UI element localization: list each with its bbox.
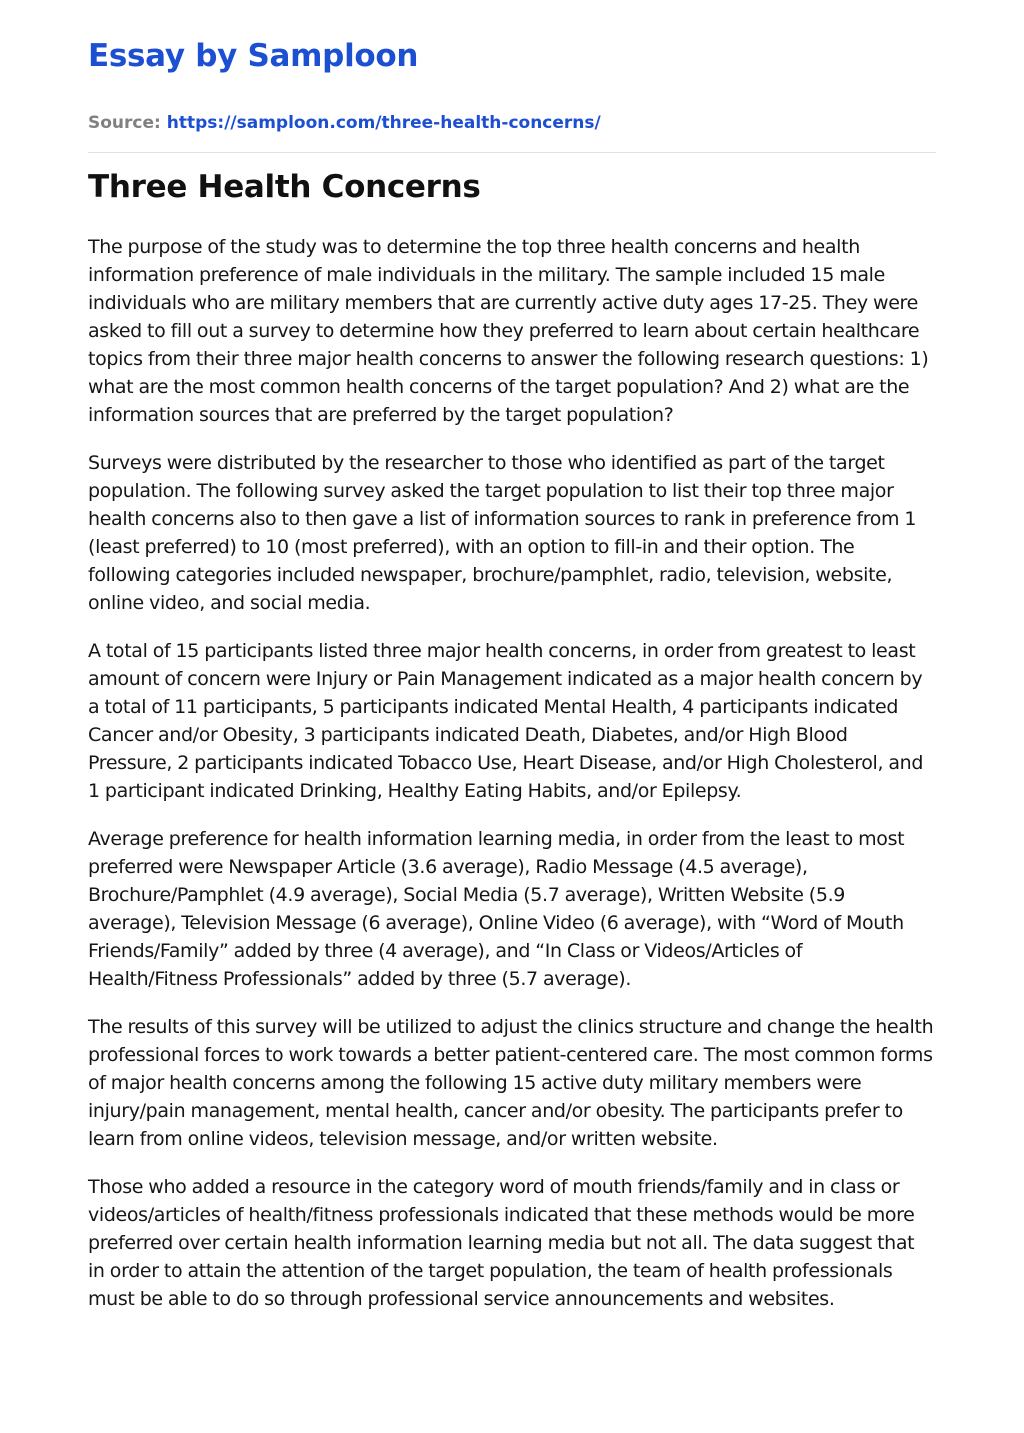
- paragraph-3: A total of 15 participants listed three major health concerns, in order from greatest to least amount of concern were Injury or Pain Management indicated as a major health concern by a total of 11 participants, 5 participants indicated Mental Health, 4 participants indicated Cancer and/or Obesity, 3 participants indicated Death, Diabetes, and/or High Blood Pressure, 2 participants indicated Tobacco Use, Heart Disease, and/or High Cholesterol, and 1 participant indicated Drinking, Healthy Eating Habits, and/or Epilepsy.: [88, 640, 924, 802]
- article-body: [88, 233, 936, 1313]
- paragraph-2: Surveys were distributed by the researcher to those who identified as part of the target population. The following survey asked the target population to list their top three major health concerns also to then gave a list of information sources to rank in preference from 1 (least preferred) to 10 (most preferred), with an option to fill-in and their option. The following categories included newspaper, brochure/pamphlet, radio, television, website, online video, and social media.: [88, 452, 917, 614]
- header-divider: [88, 152, 936, 153]
- brand-title: Essay by Samploon: [88, 38, 419, 74]
- paragraph-4: Average preference for health information learning media, in order from the least to most preferred were Newspaper Article (3.6 average), Radio Message (4.5 average), Brochure/Pamphlet (4.9 average), Social Media (5.7 average), Written Website (5.9 average), Television Message (6 average), Online Video (6 average), with “Word of Mouth Friends/Family” added by three (4 average), and “In Class or Videos/Articles of Health/Fitness Professionals” added by three (5.7 average).: [88, 828, 905, 990]
- paragraph-5: The results of this survey will be utilized to adjust the clinics structure and change the health professional forces to work towards a better patient-centered care. The most common forms of major health concerns among the following 15 active duty military members were injury/pain management, mental health, cancer and/or obesity. The participants prefer to learn from online videos, television message, and/or written website.: [88, 1016, 934, 1150]
- article-title: Three Health Concerns: [88, 169, 481, 205]
- paragraph-6: Those who added a resource in the category word of mouth friends/family and in class or videos/articles of health/fitness professionals indicated that these methods would be more preferred over certain health information learning media but not all. The data suggest that in order to attain the attention of the target population, the team of health professionals must be able to do so through professional service announcements and websites.: [88, 1176, 915, 1310]
- source-line: [88, 112, 936, 134]
- paragraph-1: The purpose of the study was to determine the top three health concerns and health information preference of male individuals in the military. The sample included 15 male individuals who are military members that are currently active duty ages 17-25. They were asked to fill out a survey to determine how they preferred to learn about certain healthcare topics from their three major health concerns to answer the following research questions: 1) what are the most common health concerns of the target population? And 2) what are the information sources that are preferred by the target population?: [88, 236, 929, 426]
- source-label: Source:: [88, 113, 161, 133]
- source-link[interactable]: https://samploon.com/three-health-concerns/: [166, 113, 601, 133]
